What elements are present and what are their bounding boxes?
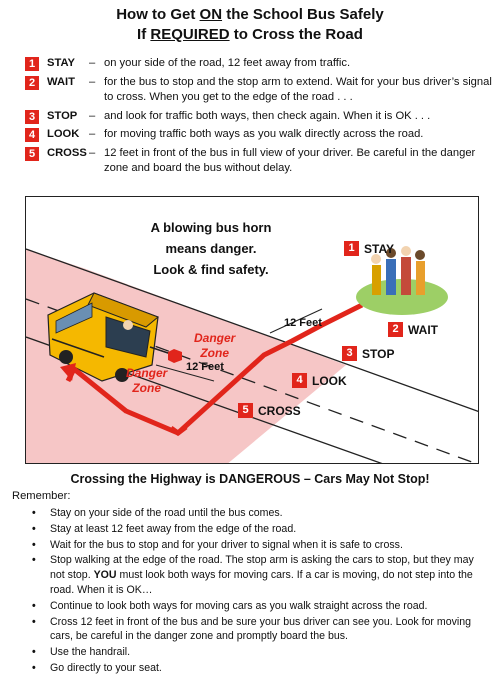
subtitle-emphasis: REQUIRED bbox=[150, 26, 230, 43]
diagram-label-stay bbox=[344, 241, 394, 256]
step-dash: – bbox=[89, 146, 96, 159]
distance-label: 12 Feet bbox=[186, 361, 224, 373]
step-text: 12 feet in front of the bus in full view of your driver. Be careful in the danger zone and board the bus without delay. bbox=[104, 146, 476, 174]
list-item: • Cross 12 feet in front of the bus and be sure your bus driver can see you. Look for moving cars, be careful in the danger zone and promptly board the bus. bbox=[32, 615, 487, 645]
step-number-badge: 3 bbox=[25, 110, 39, 124]
diagram-number-badge: 5 bbox=[238, 403, 253, 418]
danger-zone-label bbox=[126, 366, 167, 396]
diagram-label-wait bbox=[388, 322, 438, 337]
danger-zone-label-line: Danger bbox=[194, 331, 236, 345]
step-dash: – bbox=[89, 128, 96, 140]
step-text: on your side of the road, 12 feet away from traffic. bbox=[104, 57, 351, 69]
diagram-label-text: LOOK bbox=[312, 373, 347, 388]
diagram-label-text: WAIT bbox=[408, 322, 438, 337]
remember-label: Remember: bbox=[12, 490, 71, 502]
danger-zone-label-line: Zone bbox=[132, 381, 161, 395]
list-item: • Go directly to your seat. bbox=[32, 661, 487, 676]
diagram-label-text: STOP bbox=[362, 346, 395, 361]
remember-list bbox=[32, 506, 487, 677]
step-dash: – bbox=[89, 57, 96, 69]
step-stay bbox=[22, 56, 492, 72]
danger-zone-label-line: Danger bbox=[126, 366, 168, 380]
list-item: • Stay at least 12 feet away from the edge of the road. bbox=[32, 522, 487, 537]
title-text: How to Get bbox=[116, 6, 200, 23]
horn-warning bbox=[126, 217, 296, 280]
page-subtitle bbox=[0, 25, 500, 44]
step-label: LOOK bbox=[47, 128, 80, 140]
subtitle-text: to Cross the Road bbox=[229, 26, 363, 43]
diagram-label-text: CROSS bbox=[258, 403, 301, 418]
title-text: the School Bus Safely bbox=[222, 6, 384, 23]
step-label: CROSS bbox=[47, 146, 87, 159]
diagram-label-stop bbox=[342, 346, 394, 361]
title-emphasis: ON bbox=[199, 6, 223, 23]
list-item: • Wait for the bus to stop and for your driver to signal when it is safe to cross. bbox=[32, 538, 487, 553]
horn-warning-line: means danger. bbox=[165, 241, 257, 256]
step-number-badge: 4 bbox=[25, 128, 39, 142]
step-text: for the bus to stop and the stop arm to extend. Wait for your bus driver’s signal to cross. When you get to the edge of the road . . . bbox=[104, 75, 492, 103]
step-dash: – bbox=[89, 109, 96, 122]
list-item: • Use the handrail. bbox=[32, 645, 487, 660]
danger-zone-label bbox=[194, 331, 235, 361]
step-wait bbox=[22, 75, 492, 106]
students-icon bbox=[356, 246, 448, 315]
diagram-number-badge: 3 bbox=[342, 346, 357, 361]
diagram-label-cross bbox=[238, 403, 301, 418]
step-look bbox=[22, 127, 492, 143]
diagram-number-badge: 1 bbox=[344, 241, 359, 256]
list-item: • Stay on your side of the road until the bus comes. bbox=[32, 506, 487, 521]
diagram-number-badge: 4 bbox=[292, 373, 307, 388]
crossing-diagram bbox=[25, 196, 479, 464]
step-cross bbox=[22, 146, 492, 177]
step-label: WAIT bbox=[47, 75, 75, 88]
horn-warning-line: Look & find safety. bbox=[153, 262, 269, 277]
list-item-emphasis: YOU bbox=[93, 569, 117, 582]
list-item: • Continue to look both ways for moving cars as you walk straight across the road. bbox=[32, 599, 487, 614]
step-text: and look for traffic both ways, then check again. When it is OK . . . bbox=[104, 109, 431, 122]
step-label: STAY bbox=[47, 57, 75, 69]
list-item bbox=[32, 553, 487, 597]
step-text: for moving traffic both ways as you walk directly across the road. bbox=[104, 128, 424, 140]
list-item-text: Stop walking at the edge of the road. The stop arm is asking the cars to stop, but they may not stop. bbox=[50, 554, 474, 582]
danger-zone-label-line: Zone bbox=[200, 346, 229, 360]
step-dash: – bbox=[89, 75, 96, 88]
page-title bbox=[0, 5, 500, 24]
step-number-badge: 5 bbox=[25, 147, 39, 161]
list-item-text: must look both ways for moving cars. If a car is moving, do not step into the road. When it is OK… bbox=[50, 569, 473, 596]
subtitle-text: If bbox=[137, 26, 151, 43]
step-label: STOP bbox=[47, 109, 78, 122]
step-number-badge: 1 bbox=[25, 57, 39, 71]
step-stop bbox=[22, 109, 492, 125]
diagram-number-badge: 2 bbox=[388, 322, 403, 337]
step-number-badge: 2 bbox=[25, 76, 39, 90]
diagram-label-look bbox=[292, 373, 347, 388]
steps-list bbox=[22, 56, 492, 180]
section-heading: Crossing the Highway is DANGEROUS – Cars May Not Stop! bbox=[70, 472, 430, 486]
horn-warning-line: A blowing bus horn bbox=[150, 220, 272, 235]
distance-label: 12 Feet bbox=[284, 317, 322, 329]
diagram-label-text: STAY bbox=[364, 241, 395, 256]
